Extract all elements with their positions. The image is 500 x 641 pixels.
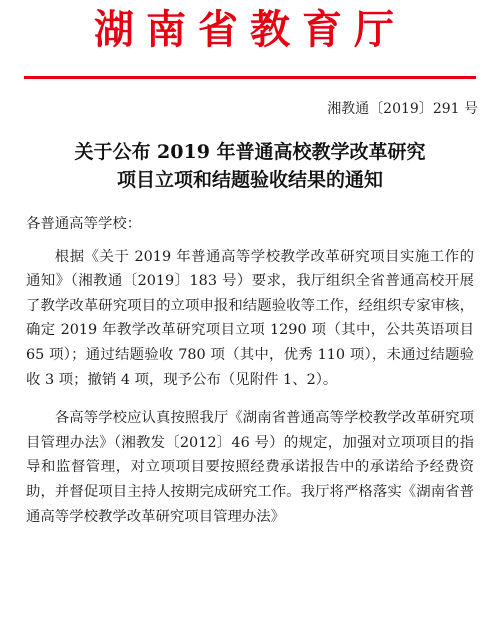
masthead-red-rule [24,76,476,79]
paragraph-1: 根据《关于 2019 年普通高等学校教学改革研究项目实施工作的通知》（湘教通〔2019〕183 号）要求，我厅组织全省普通高校开展了教学改革研究项目的立项申报和结题验收等工作，经组织专家审核，确定 2019 年教学改革研究项目立项 1290 项（其中，公共英语项目 65 项）；通过结题验收 780 项（其中，优秀 110 项），未通过结题验收 3 项；撤销 4 项，现予公布（见附件 1、2）。 [26,248,474,388]
document-title [0,138,500,194]
paragraph-2: 各高等学校应认真按照我厅《湖南省普通高等学校教学改革研究项目管理办法》（湘教发〔2012〕46 号）的规定，加强对立项项目的指导和监督管理，对立项项目要按照经费承诺报告中的承诺给予经费资助，并督促项目主持人按期完成研究工作。我厅将严格落实《湖南省普通高等学校教学改革研究项目管理办法》 [26,410,474,525]
document-title-line-1: 关于公布 2019 年普通高校教学改革研究 [74,141,426,163]
salutation: 各普通高等学校： [26,216,142,232]
document-number: 湘教通〔2019〕291 号 [327,101,478,117]
document-body [26,212,474,543]
masthead-org-name: 湖南省教育厅 [94,6,406,53]
document-title-line-2: 项目立项和结题验收结果的通知 [116,169,383,191]
